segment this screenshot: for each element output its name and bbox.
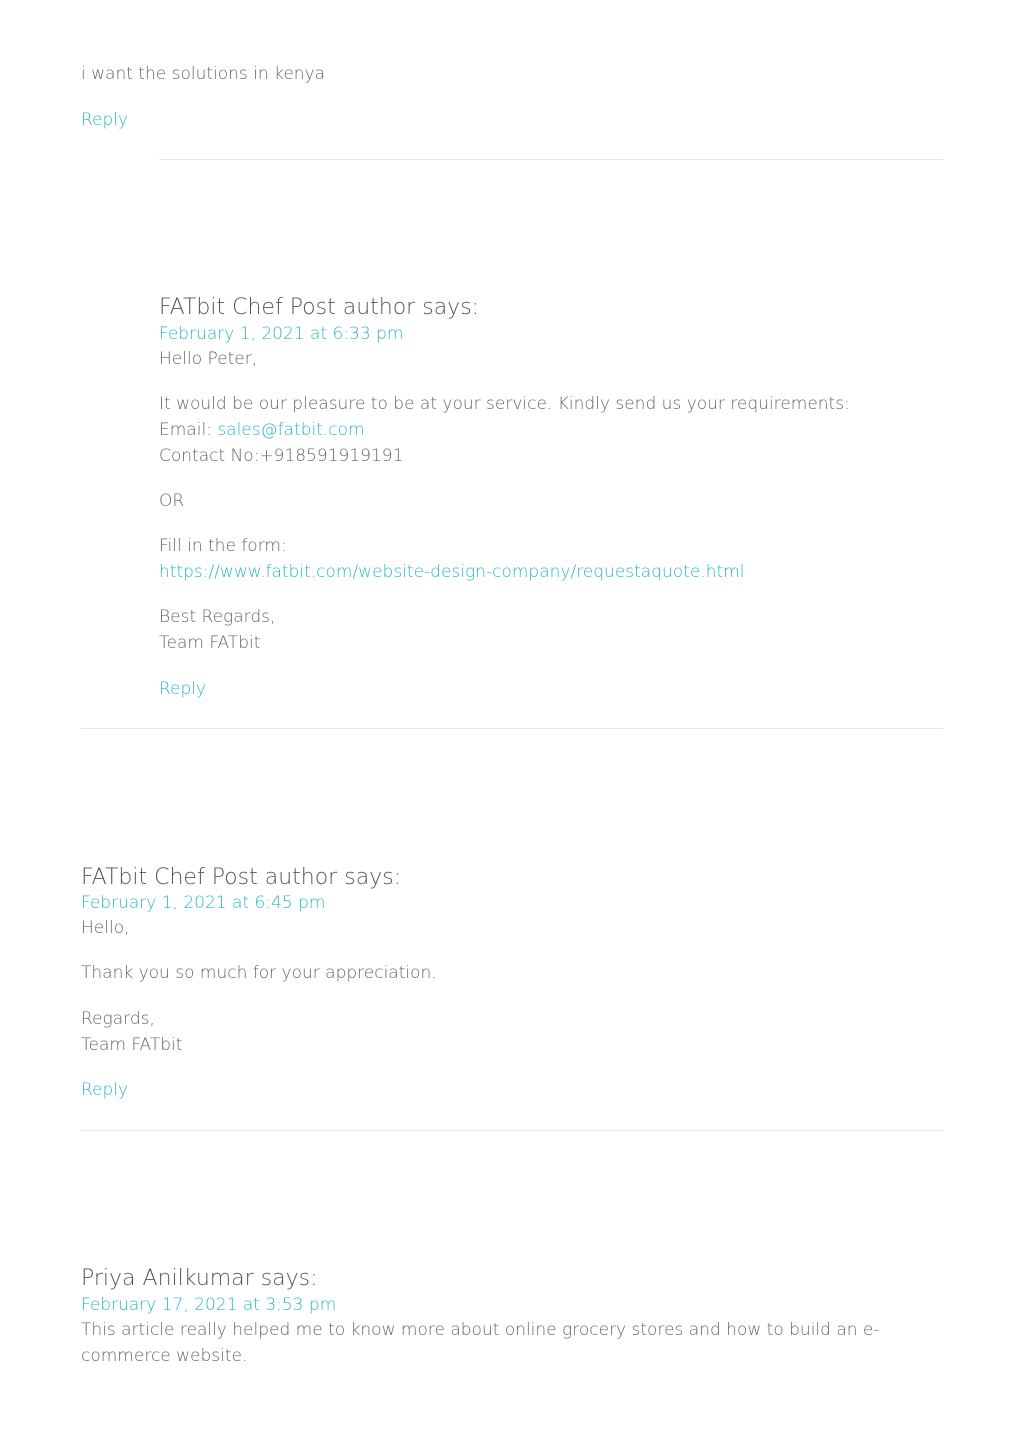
says-label: says:	[422, 295, 480, 320]
comment-date-link[interactable]: February 1, 2021 at 6:33 pm	[159, 324, 404, 344]
quote-form-link[interactable]: https://www.fatbit.com/website-design-company/requestaquote.html	[159, 562, 745, 582]
comment-body: i want the solutions in kenya	[81, 64, 326, 84]
comment-signature: Team FATbit	[81, 1035, 183, 1055]
comment-body-line: commerce website.	[81, 1346, 248, 1366]
comment-author-name[interactable]: Priya Anilkumar	[81, 1266, 254, 1291]
comment-signoff: Regards,	[81, 1009, 155, 1029]
reply-link[interactable]: Reply	[81, 110, 129, 130]
email-label: Email:	[159, 420, 212, 440]
email-link[interactable]: sales@fatbit.com	[217, 420, 365, 440]
comment-greeting: Hello Peter,	[159, 349, 258, 369]
comment-signoff: Best Regards,	[159, 607, 276, 627]
comment-author-name[interactable]: FATbit Chef	[159, 295, 283, 320]
comment-form-label: Fill in the form:	[159, 536, 287, 556]
post-author-badge: Post author	[211, 865, 338, 890]
comment-author-line	[159, 294, 479, 322]
says-label: says:	[260, 1266, 318, 1291]
comment-body-line: This article really helped me to know more about online grocery stores and how to build an e-	[81, 1320, 880, 1340]
comment-contact: Contact No:+918591919191	[159, 446, 404, 466]
comment-divider	[81, 1130, 943, 1131]
comment-greeting: Hello,	[81, 918, 130, 938]
comment-author-line	[81, 864, 401, 892]
comment-paragraph: It would be our pleasure to be at your service. Kindly send us your requirements:	[159, 394, 850, 414]
comment-divider	[159, 159, 943, 160]
reply-link[interactable]: Reply	[81, 1080, 129, 1100]
comment-email-line	[159, 417, 365, 443]
reply-link[interactable]: Reply	[159, 679, 207, 699]
comment-paragraph: Thank you so much for your appreciation.	[81, 963, 437, 983]
post-author-badge: Post author	[289, 295, 416, 320]
comment-author-line	[81, 1265, 318, 1293]
comment-signature: Team FATbit	[159, 633, 261, 653]
comment-date-link[interactable]: February 17, 2021 at 3:53 pm	[81, 1295, 337, 1315]
comment-divider	[81, 728, 943, 729]
says-label: says:	[344, 865, 402, 890]
comment-date-link[interactable]: February 1, 2021 at 6:45 pm	[81, 893, 326, 913]
comment-or: OR	[159, 491, 185, 511]
comment-author-name[interactable]: FATbit Chef	[81, 865, 205, 890]
